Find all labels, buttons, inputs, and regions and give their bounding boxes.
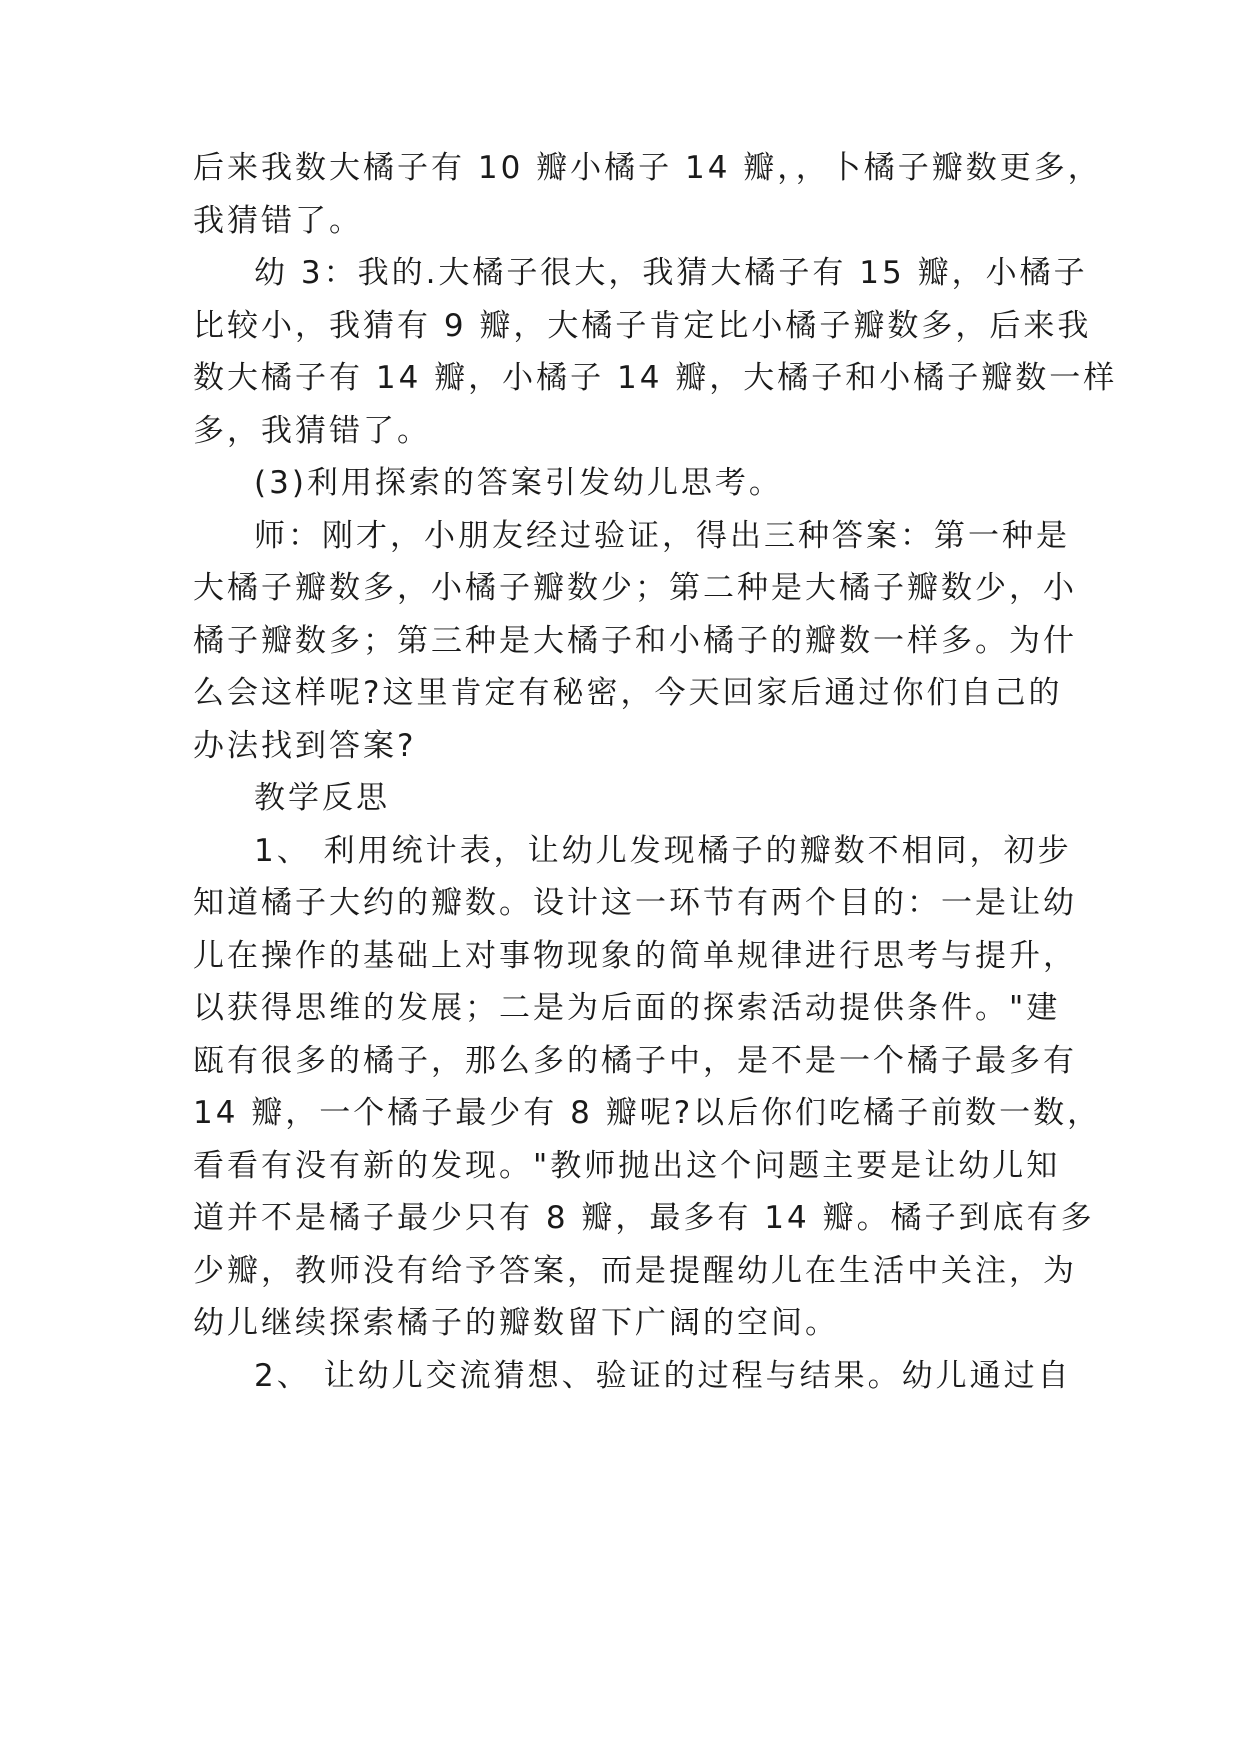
text-line: 比较小，我猜有 9 瓣，大橘子肯定比小橘子瓣数多，后来我: [193, 308, 1092, 344]
text-line: 少瓣，教师没有给予答案，而是提醒幼儿在生活中关注，为: [193, 1253, 1077, 1289]
text-line: 幼 3：我的.大橘子很大，我猜大橘子有 15 瓣，小橘子: [254, 255, 1088, 291]
text-line: 师：刚才，小朋友经过验证，得出三种答案：第一种是: [254, 518, 1070, 554]
text-line: 大橘子瓣数多，小橘子瓣数少；第二种是大橘子瓣数少，小: [193, 570, 1077, 606]
text-line: 橘子瓣数多；第三种是大橘子和小橘子的瓣数一样多。为什: [193, 623, 1077, 659]
text-line: 14 瓣，一个橘子最少有 8 瓣呢?以后你们吃橘子前数一数，: [193, 1095, 1102, 1131]
text-line: (3)利用探索的答案引发幼儿思考。: [254, 465, 783, 501]
text-line: 瓯有很多的橘子，那么多的橘子中，是不是一个橘子最多有: [193, 1043, 1077, 1079]
text-line: 2、 让幼儿交流猜想、验证的过程与结果。幼儿通过自: [254, 1358, 1072, 1394]
text-line: 多，我猜错了。: [193, 413, 431, 449]
section-heading: 教学反思: [254, 780, 390, 816]
text-line: 1、 利用统计表，让幼儿发现橘子的瓣数不相同，初步: [254, 833, 1072, 869]
text-line: 我猜错了。: [193, 203, 363, 239]
text-line: 数大橘子有 14 瓣，小橘子 14 瓣，大橘子和小橘子瓣数一样: [193, 360, 1118, 396]
text-line: 知道橘子大约的瓣数。设计这一环节有两个目的：一是让幼: [193, 885, 1077, 921]
text-line: 幼儿继续探索橘子的瓣数留下广阔的空间。: [193, 1305, 839, 1341]
text-line: 以获得思维的发展；二是为后面的探索活动提供条件。"建: [193, 990, 1061, 1026]
text-line: 看看有没有新的发现。"教师抛出这个问题主要是让幼儿知: [193, 1148, 1061, 1184]
text-line: 后来我数大橘子有 10 瓣小橘子 14 瓣，，卜橘子瓣数更多，: [193, 150, 1102, 186]
text-line: 道并不是橘子最少只有 8 瓣，最多有 14 瓣。橘子到底有多: [193, 1200, 1095, 1236]
text-line: 办法找到答案?: [193, 728, 417, 764]
text-line: 儿在操作的基础上对事物现象的简单规律进行思考与提升，: [193, 938, 1077, 974]
text-line: 么会这样呢?这里肯定有秘密，今天回家后通过你们自己的: [193, 675, 1063, 711]
